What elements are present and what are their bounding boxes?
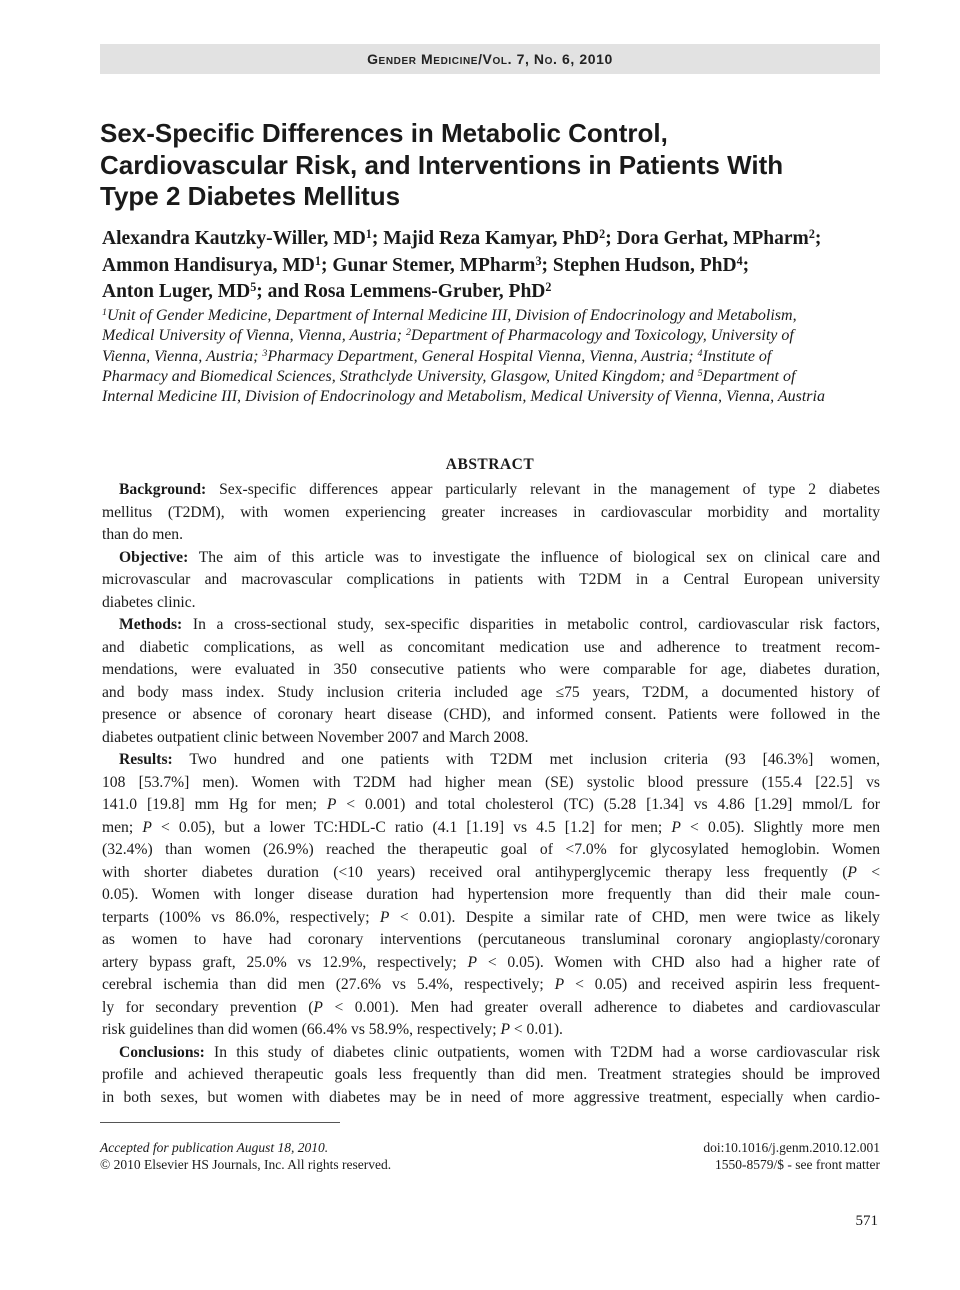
abstract-line: terparts (100% vs 86.0%, respectively; P < 0.01). Despite a similar rate of CHD, men were twice as likely — [102, 908, 880, 926]
background-label: Background: — [119, 481, 207, 498]
affiliations: $^1$Unit of Gender Medicine, Department of Internal Medicine III, Division of Endocrinology and Metabolism, Medical University of Vienna, Vienna, Austria; $^2$Department of Pharmacology and Toxicology, University of Vienna, Vienna, Austria; $^3$Pharmacy Department, General Hospital Vienna, Vienna, Austria; $^4$Institute of Pharmacy and Biomedical Sciences, Strathclyde University, Glasgow, United Kingdom; and $^5$Department of Internal Medicine III, Division of Endocrinology and Metabolism, Medical University of Vienna, Vienna, Austria — [102, 307, 825, 406]
abstract-body — [102, 479, 880, 1109]
abstract-line: mendations, were evaluated in 350 consecutive patients who were comparable for age, diabetes duration, — [102, 661, 880, 678]
author-sup: 5 — [250, 279, 257, 294]
abstract-line: mellitus (T2DM), with women experiencing greater increases in cardiovascular morbidity and mortality — [102, 503, 880, 521]
author-sup: 1 — [365, 226, 372, 241]
abstract-line: diabetes outpatient clinic between November 2007 and March 2008. — [102, 728, 529, 746]
title-line: Cardiovascular Risk, and Interventions in Patients With — [100, 149, 784, 180]
author-sup: 1 — [314, 253, 321, 268]
footnote-rule — [100, 1122, 340, 1123]
abstract-line: Background: Sex-specific differences appear particularly relevant in the management of type 2 diabetes — [119, 481, 880, 498]
objective-label: Objective: — [119, 548, 189, 566]
abstract-line: 0.05). Women with longer disease duration had hypertension more frequently than did their male coun- — [102, 886, 880, 903]
author-name: Ammon Handisurya, MD — [102, 254, 315, 276]
author-sup: 2 — [599, 226, 606, 241]
abstract-line: and diabetic complications, as well as concomitant medication use and adherence to treatment recom- — [102, 638, 880, 656]
page-number: 571 — [855, 1213, 878, 1229]
conclusions-label: Conclusions: — [119, 1043, 205, 1061]
abstract-line: (32.4%) than women (26.9%) reached the therapeutic goal of <7.0% for glycosylated hemoglobin. Women — [102, 841, 880, 858]
abstract-line: than do men. — [102, 526, 183, 543]
running-header — [100, 44, 880, 74]
abstract-line: 141.0 [19.8] mm Hg for men; P < 0.001) and total cholesterol (TC) (5.28 [1.34] vs 4.86 [1.29] mmol/L for — [102, 796, 880, 813]
copyright: © 2010 Elsevier HS Journals, Inc. All rights reserved. — [100, 1157, 392, 1172]
abstract-line: microvascular and macrovascular complications in patients with T2DM in a Central European university — [102, 571, 880, 588]
author-sup: 2 — [808, 226, 815, 241]
author-name: Dora Gerhat, MPharm — [616, 228, 809, 249]
title-line: Sex-Specific Differences in Metabolic Control, — [100, 118, 668, 148]
author-name: Stephen Hudson, PhD — [552, 254, 737, 276]
journal-line: Gender Medicine/Vol. 7, No. 6, 2010 — [367, 51, 613, 67]
author-line: Alexandra Kautzky-Willer, $MD^1$; Majid Reza Kamyar, PhD$^2$; Dora Gerhat, MPharm$^2$; — [102, 226, 822, 249]
abstract-heading: ABSTRACT — [445, 456, 535, 473]
abstract-line: artery bypass graft, 25.0% vs 12.9%, respectively; P < 0.05). Women with CHD also had a higher rate of — [102, 953, 880, 971]
author-sup: 3 — [535, 253, 542, 268]
abstract-line: 108 [53.7%] men). Women with T2DM had higher mean (SE) systolic blood pressure (155.4 [22.5] vs — [102, 773, 880, 791]
abstract-line: Results: Two hundred and one patients with T2DM met inclusion criteria (93 [46.3%] women, — [119, 751, 880, 768]
abstract-line: risk guidelines than did women (66.4% vs 58.9%, respectively; P < 0.01). — [102, 1021, 563, 1038]
author-line: Anton Luger, $MD^5$; and Rosa Lemmens-Gruber, PhD$^2$ — [102, 279, 552, 302]
publication-notes — [100, 1139, 391, 1173]
methods-label: Methods: — [119, 616, 183, 633]
abstract-line: profile and achieved therapeutic goals less frequently than did men. Treatment strategies should be improved — [102, 1066, 880, 1083]
author-name: Alexandra Kautzky-Willer, MD — [102, 228, 366, 249]
abstract-line: Conclusions: In this study of diabetes clinic outpatients, women with T2DM had a worse cardiovascular risk — [119, 1043, 880, 1061]
abstract-line: with shorter diabetes duration (<10 years) received oral antihyperglycemic therapy less frequently (P < — [102, 863, 880, 881]
author-list — [102, 226, 882, 306]
author-name: and Rosa Lemmens-Gruber, PhD — [267, 281, 546, 302]
abstract-line: diabetes clinic. — [102, 593, 196, 611]
abstract-line: Objective: The aim of this article was to investigate the influence of biological sex on clinical care and — [119, 548, 880, 566]
abstract-line: men; P < 0.05), but a lower TC:HDL-C ratio (4.1 [1.19] vs 4.5 [1.2] for men; P < 0.05). Slightly more men — [102, 818, 880, 836]
author-sup: 4 — [736, 253, 743, 268]
issn: 1550-8579/$ - see front matter — [715, 1157, 880, 1172]
abstract-line: in both sexes, but women with diabetes may be in need of more aggressive treatment, especially when cardio- — [102, 1088, 880, 1106]
abstract-line: ly for secondary prevention (P < 0.001). Men had greater overall adherence to diabetes and cardiovascular — [102, 998, 880, 1016]
doi: doi:10.1016/j.genm.2010.12.001 — [703, 1140, 880, 1155]
author-name: Majid Reza Kamyar, PhD — [383, 228, 600, 249]
abstract-line: as women to have had coronary interventions (percutaneous transluminal coronary angioplasty/coronary — [102, 931, 880, 948]
author-name: Anton Luger, MD — [102, 281, 251, 302]
accepted-date: Accepted for publication August 18, 2010. — [100, 1140, 329, 1155]
results-label: Results: — [119, 751, 173, 768]
author-line: Ammon Handisurya, $MD^1$; Gunar Stemer, MPharm$^3$; Stephen Hudson, PhD$^4$; — [102, 253, 750, 276]
abstract-line: and body mass index. Study inclusion criteria included age ≤75 years, T2DM, a documented history of — [102, 683, 880, 701]
abstract-line: cerebral ischemia than did men (27.6% vs 5.4%, respectively; P < 0.05) and received aspirin less frequent- — [102, 976, 880, 993]
abstract-line: Methods: In a cross-sectional study, sex-specific disparities in metabolic control, cardiovascular risk factors, — [119, 616, 880, 633]
article-title — [100, 118, 880, 213]
author-sup: 2 — [545, 279, 552, 294]
abstract-line: presence or absence of coronary heart disease (CHD), and informed consent. Patients were followed in the — [102, 706, 880, 723]
title-line: Type 2 Diabetes Mellitus — [100, 181, 401, 211]
author-name: Gunar Stemer, MPharm — [332, 254, 536, 276]
identifiers — [703, 1139, 880, 1173]
